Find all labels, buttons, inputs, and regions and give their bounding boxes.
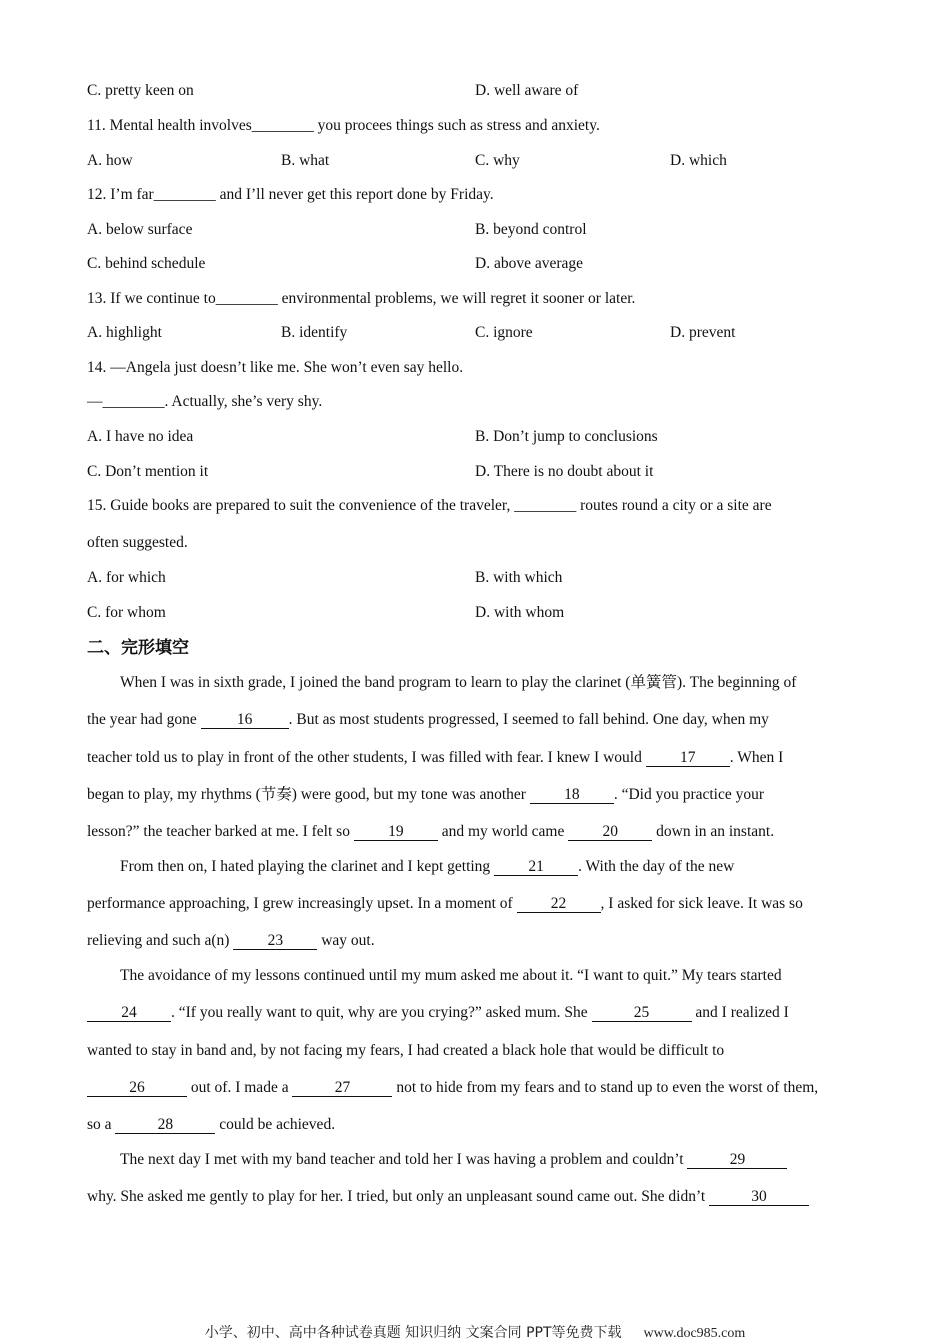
q11-option-d: D. which [670, 152, 727, 169]
passage-line [87, 931, 863, 951]
q14-option-c: C. Don’t mention it [87, 463, 209, 480]
passage-text: , I asked for sick leave. It was so [600, 895, 803, 912]
passage-text: so a [87, 1116, 116, 1133]
passage-text: and I realized I [691, 1004, 789, 1021]
q14-option-b: B. Don’t jump to conclusions [475, 428, 658, 445]
q12-option-a: A. below surface [87, 221, 193, 238]
passage-text: From then on, I hated playing the clarinet and I kept getting [120, 858, 495, 875]
blank-25[interactable]: 25 [592, 1005, 692, 1022]
passage-text: out of. I made a [187, 1079, 293, 1096]
passage-text: When I was in sixth grade, I joined the band program to learn to play the clarinet (单簧管). The beginning of [120, 674, 797, 691]
q12-option-c: C. behind schedule [87, 255, 206, 272]
passage-line [87, 1003, 863, 1023]
passage-line [87, 748, 863, 768]
page-footer [0, 1324, 950, 1343]
passage-line [87, 1115, 863, 1135]
q14-option-a: A. I have no idea [87, 428, 194, 445]
passage-text: could be achieved. [215, 1116, 336, 1133]
q11-stem: 11. Mental health involves________ you procees things such as stress and anxiety. [87, 117, 600, 134]
footer-text: 小学、初中、高中各种试卷真题 知识归纳 文案合同 PPT等免费下载 [204, 1325, 622, 1341]
section-title-cloze: 二、完形填空 [87, 638, 189, 658]
q15-stem-line1: 15. Guide books are prepared to suit the convenience of the traveler, ________ routes round a city or a site are [87, 497, 772, 514]
passage-line [87, 673, 863, 693]
q14-stem-line1: 14. —Angela just doesn’t like me. She won’t even say hello. [87, 359, 464, 376]
passage-text: and my world came [437, 823, 569, 840]
passage-line [87, 1041, 863, 1061]
q11-option-c: C. why [475, 152, 520, 169]
blank-30[interactable]: 30 [709, 1189, 809, 1206]
passage-text: The next day I met with my band teacher and told her I was having a problem and couldn’t [120, 1151, 688, 1168]
passage-text: The avoidance of my lessons continued until my mum asked me about it. “I want to quit.” My tears started [120, 967, 782, 984]
passage-text: began to play, my rhythms (节奏) were good, but my tone was another [87, 786, 530, 803]
passage-text: down in an instant. [652, 823, 775, 840]
q13-option-c: C. ignore [475, 324, 533, 341]
blank-22[interactable]: 22 [517, 896, 601, 913]
passage-line [87, 785, 863, 805]
passage-line [87, 822, 863, 842]
passage-text: . “Did you practice your [613, 786, 765, 803]
passage-text: . “If you really want to quit, why are you crying?” asked mum. She [171, 1004, 592, 1021]
q15-option-d: D. with whom [475, 604, 565, 621]
blank-28[interactable]: 28 [115, 1117, 215, 1134]
q12-stem: 12. I’m far________ and I’ll never get this report done by Friday. [87, 186, 494, 203]
passage-text: the year had gone [87, 711, 201, 728]
q15-stem-line2: often suggested. [87, 534, 188, 551]
q11-option-b: B. what [281, 152, 330, 169]
blank-26[interactable]: 26 [87, 1080, 187, 1097]
q12-option-d: D. above average [475, 255, 584, 272]
q15-option-b: B. with which [475, 569, 563, 586]
q10-option-d: D. well aware of [475, 82, 579, 99]
q13-option-d: D. prevent [670, 324, 736, 341]
q15-option-c: C. for whom [87, 604, 166, 621]
q14-option-d: D. There is no doubt about it [475, 463, 654, 480]
blank-21[interactable]: 21 [494, 859, 578, 876]
blank-16[interactable]: 16 [201, 712, 289, 729]
q13-stem: 13. If we continue to________ environmental problems, we will regret it sooner or later. [87, 290, 636, 307]
footer-link[interactable]: www.doc985.com [643, 1326, 746, 1341]
q10-option-c: C. pretty keen on [87, 82, 194, 99]
q14-stem-line2: —________. Actually, she’s very shy. [87, 393, 323, 410]
passage-line [87, 857, 863, 877]
blank-24[interactable]: 24 [87, 1005, 171, 1022]
blank-19[interactable]: 19 [354, 824, 438, 841]
q11-option-a: A. how [87, 152, 133, 169]
passage-text: relieving and such a(n) [87, 932, 234, 949]
passage-text: . When I [729, 749, 784, 766]
q13-option-a: A. highlight [87, 324, 162, 341]
passage-line [87, 966, 863, 986]
passage-text: way out. [317, 932, 375, 949]
passage-line [87, 894, 863, 914]
blank-23[interactable]: 23 [233, 933, 317, 950]
q13-option-b: B. identify [281, 324, 348, 341]
passage-line [87, 710, 863, 730]
blank-27[interactable]: 27 [292, 1080, 392, 1097]
passage-line [87, 1078, 863, 1098]
q15-option-a: A. for which [87, 569, 166, 586]
passage-text: lesson?” the teacher barked at me. I felt so [87, 823, 354, 840]
passage-text: why. She asked me gently to play for her. I tried, but only an unpleasant sound came out. She didn’t [87, 1188, 710, 1205]
passage-text: . With the day of the new [578, 858, 735, 875]
passage-text: wanted to stay in band and, by not facing my fears, I had created a black hole that would be difficult to [87, 1042, 725, 1059]
passage-text: performance approaching, I grew increasingly upset. In a moment of [87, 895, 517, 912]
passage-text: . But as most students progressed, I seemed to fall behind. One day, when my [288, 711, 769, 728]
blank-18[interactable]: 18 [530, 787, 614, 804]
passage-text: not to hide from my fears and to stand up to even the worst of them, [392, 1079, 819, 1096]
q12-option-b: B. beyond control [475, 221, 587, 238]
passage-line [87, 1150, 863, 1170]
blank-20[interactable]: 20 [568, 824, 652, 841]
passage-text: teacher told us to play in front of the other students, I was filled with fear. I knew I would [87, 749, 646, 766]
passage-line [87, 1187, 863, 1207]
blank-17[interactable]: 17 [646, 750, 730, 767]
blank-29[interactable]: 29 [687, 1152, 787, 1169]
